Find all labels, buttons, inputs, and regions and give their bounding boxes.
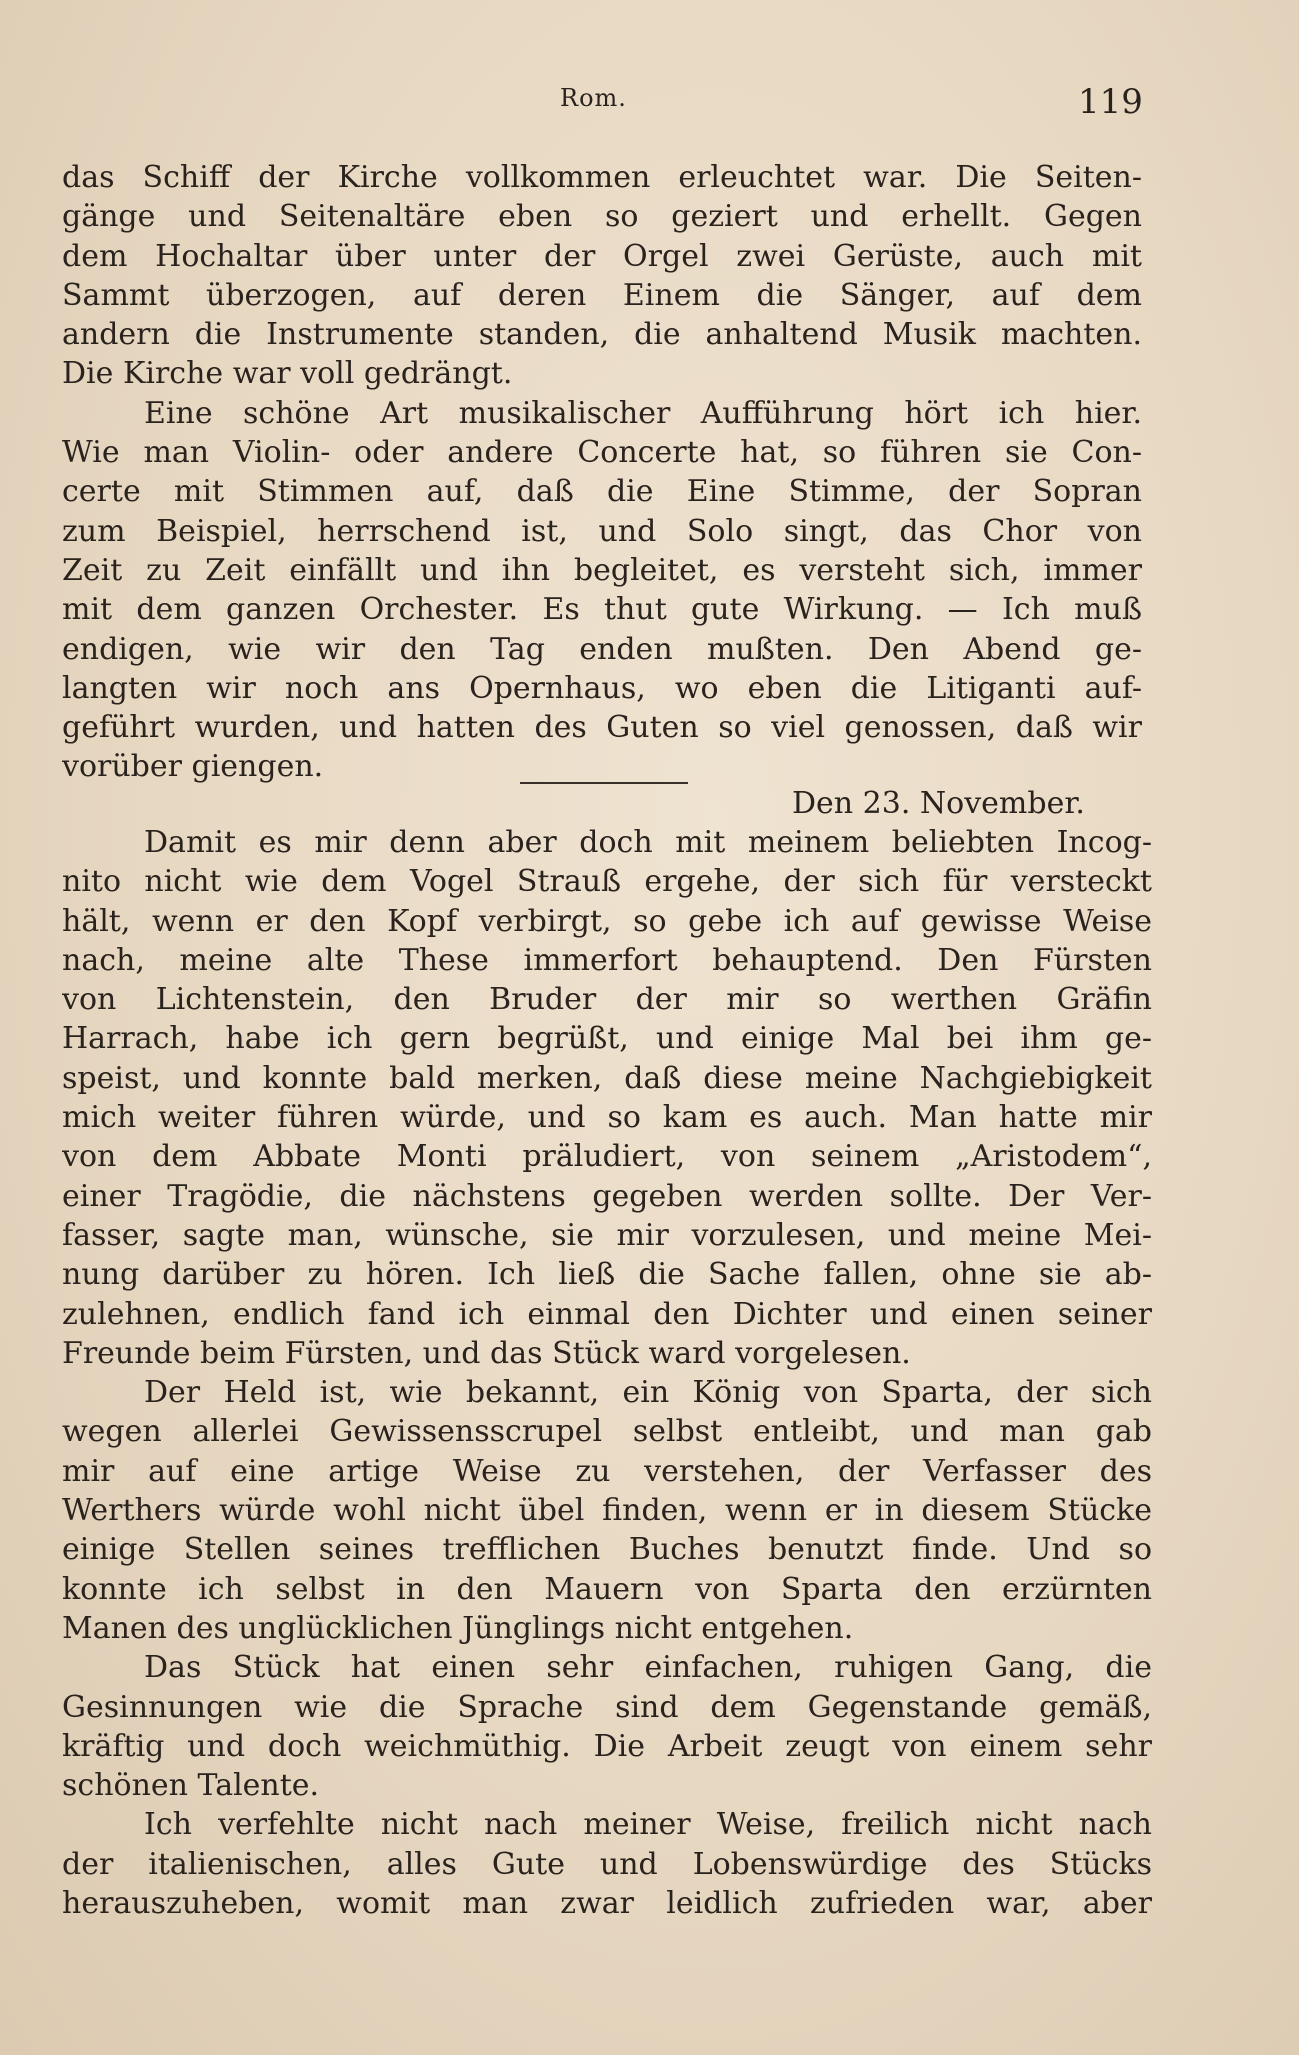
text-line: Ich verfehlte nicht nach meiner Weise, freilich nicht nach [144,1807,1152,1843]
text-line: einige Stellen seines trefflichen Buches benutzt finde. Und so [62,1532,1152,1568]
text-line: von dem Abbate Monti präludiert, von seinem „Aristodem“, [62,1139,1152,1175]
text-line: andern die Instrumente standen, die anhaltend Musik machten. [62,317,1142,353]
text-line: einer Tragödie, die nächstens gegeben werden sollte. Der Ver- [62,1178,1152,1214]
text-line: zum Beispiel, herrschend ist, und Solo singt, das Chor von [62,513,1142,549]
text-line: der italienischen, alles Gute und Lobenswürdige des Stücks [62,1846,1152,1882]
text-line: schönen Talente. [62,1768,320,1804]
text-line: Gesinnungen wie die Sprache sind dem Gegenstande gemäß, [62,1689,1152,1725]
text-line: mich weiter führen würde, und so kam es auch. Man hatte mir [62,1100,1152,1136]
text-line: wegen allerlei Gewissensscrupel selbst entleibt, und man gab [62,1414,1152,1450]
date-heading: Den 23. November. [792,786,1085,821]
text-line: Das Stück hat einen sehr einfachen, ruhigen Gang, die [144,1650,1152,1686]
text-line: zulehnen, endlich fand ich einmal den Dichter und einen seiner [62,1296,1152,1332]
text-line: nito nicht wie dem Vogel Strauß ergehe, der sich für versteckt [62,864,1152,900]
text-line: hält, wenn er den Kopf verbirgt, so gebe ich auf gewisse Weise [62,903,1152,939]
text-line: Zeit zu Zeit einfällt und ihn begleitet, es versteht sich, immer [62,552,1142,588]
text-line: von Lichtenstein, den Bruder der mir so werthen Gräfin [62,982,1152,1018]
running-head [0,82,1299,122]
text-line: Eine schöne Art musikalischer Aufführung hört ich hier. [144,395,1142,431]
running-title: Rom. [560,84,627,112]
text-line: vorüber giengen. [62,749,324,785]
text-line: Die Kirche war voll gedrängt. [62,356,513,392]
text-line: endigen, wie wir den Tag enden mußten. Den Abend ge- [62,631,1142,667]
text-line: Wie man Violin- oder andere Concerte hat, so führen sie Con- [62,435,1142,471]
text-line: mir auf eine artige Weise zu verstehen, der Verfasser des [62,1453,1152,1489]
text-line: langten wir noch ans Opernhaus, wo eben die Litiganti auf- [62,670,1142,706]
text-line: Damit es mir denn aber doch mit meinem beliebten Incog- [144,825,1152,860]
text-line: nung darüber zu hören. Ich ließ die Sache fallen, ohne sie ab- [62,1257,1152,1293]
text-line: geführt wurden, und hatten des Guten so viel genossen, daß wir [62,710,1142,746]
text-block-2 [62,823,1152,1923]
text-line: certe mit Stimmen auf, daß die Eine Stimme, der Sopran [62,474,1142,510]
text-line: Werthers würde wohl nicht übel finden, wenn er in diesem Stücke [62,1493,1152,1529]
text-line: Harrach, habe ich gern begrüßt, und einige Mal bei ihm ge- [62,1021,1152,1057]
page-number: 119 [1078,82,1143,122]
text-line: fasser, sagte man, wünsche, sie mir vorzulesen, und meine Mei- [62,1217,1152,1253]
text-line: speist, und konnte bald merken, daß diese meine Nachgiebigkeit [62,1060,1152,1096]
text-block-1 [62,158,1142,787]
section-divider [520,782,688,784]
text-line: das Schiff der Kirche vollkommen erleuchtet war. Die Seiten- [62,160,1142,195]
text-line: Der Held ist, wie bekannt, ein König von Sparta, der sich [144,1375,1152,1411]
text-line: Manen des unglücklichen Jünglings nicht entgehen. [62,1610,854,1646]
text-line: herauszuheben, womit man zwar leidlich zufrieden war, aber [62,1886,1152,1922]
text-line: Freunde beim Fürsten, und das Stück ward vorgelesen. [62,1335,911,1371]
text-line: Sammt überzogen, auf deren Einem die Sänger, auf dem [62,277,1142,313]
text-line: konnte ich selbst in den Mauern von Sparta den erzürnten [62,1571,1152,1607]
text-line: dem Hochaltar über unter der Orgel zwei Gerüste, auch mit [62,238,1142,274]
text-line: kräftig und doch weichmüthig. Die Arbeit zeugt von einem sehr [62,1728,1152,1764]
text-line: gänge und Seitenaltäre eben so geziert und erhellt. Gegen [62,199,1142,235]
text-line: mit dem ganzen Orchester. Es thut gute Wirkung. — Ich muß [62,592,1142,628]
text-line: nach, meine alte These immerfort behauptend. Den Fürsten [62,942,1152,978]
